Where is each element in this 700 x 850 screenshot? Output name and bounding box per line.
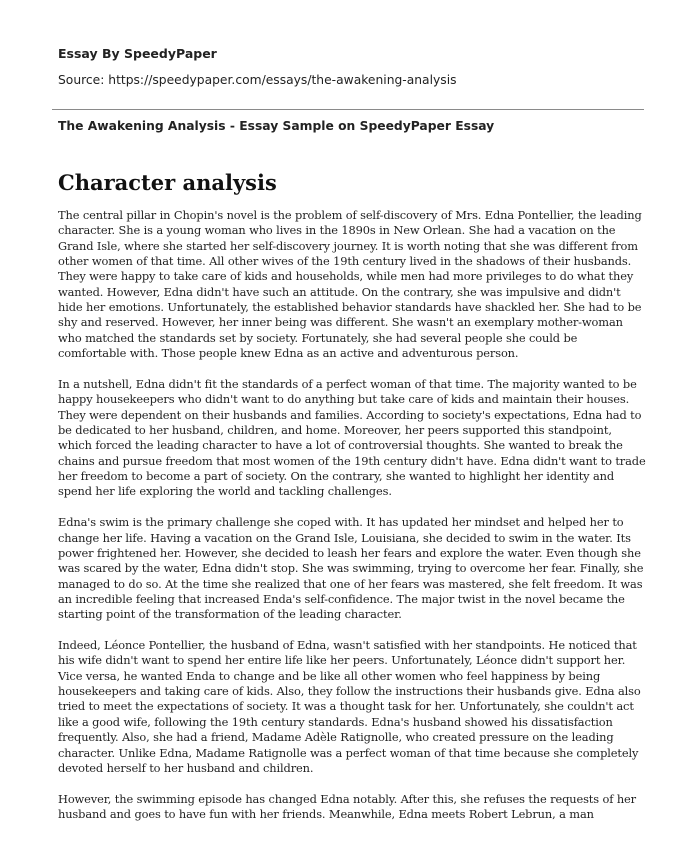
paragraph: Indeed, Léonce Pontellier, the husband of Edna, wasn't satisfied with her standpoints. He noticed that his wife didn't want to spend her entire life like her peers. Unfortunately, Léonce didn't support her. Vice versa, he wanted Enda to change and be like all other women who feel happiness by being housekeepers and taking care of kids. Also, they follow the instructions their husbands give. Edna also tried to meet the expectations of society. It was a thought task for her. Unfortunately, she couldn't act like a good wife, following the 19th century standards. Edna's husband showed his dissatisfaction frequently. Also, she had a friend, Madame Adèle Ratignolle, who created pressure on the leading character. Unlike Edna, Madame Ratignolle was a perfect woman of that time because she completely devoted herself to her husband and children. [58,638,641,775]
paragraph: However, the swimming episode has changed Edna notably. After this, she refuses the requests of her husband and goes to have fun with her friends. Meanwhile, Edna meets Robert Lebrun, a man [58,791,636,822]
publisher-title: Essay By SpeedyPaper [58,46,217,61]
paragraph: Edna's swim is the primary challenge she coped with. It has updated her mindset and helped her to change her life. Having a vacation on the Grand Isle, Louisiana, she decided to swim in the water. Its power frightened her. However, she decided to leash her fears and explore the water. Even though she was scared by the water, Edna didn't stop. She was swimming, trying to overcome her fear. Finally, she managed to do so. At the time she realized that one of her fears was mastered, she felt freedom. It was an incredible feeling that increased Enda's self-confidence. The major twist in the novel became the starting point of the transformation of the leading character. [58,515,644,622]
source-line: Source: https://speedypaper.com/essays/the-awakening-analysis [58,73,457,87]
essay-body [58,208,648,838]
header-divider [52,109,644,110]
paragraph: In a nutshell, Edna didn't fit the standards of a perfect woman of that time. The majority wanted to be happy housekeepers who didn't want to do anything but take care of kids and maintain their houses. They were dependent on their husbands and families. According to society's expectations, Edna had to be dedicated to her husband, children, and home. Moreover, her peers supported this standpoint, which forced the leading character to have a lot of controversial thoughts. She wanted to break the chains and pursue freedom that most women of the 19th century didn't have. Edna didn't want to trade her freedom to become a part of society. On the contrary, she wanted to highlight her identity and spend her life exploring the world and tackling challenges. [58,376,646,499]
essay-title: The Awakening Analysis - Essay Sample on SpeedyPaper Essay [58,119,495,133]
section-heading: Character analysis [58,170,277,195]
paragraph: The central pillar in Chopin's novel is the problem of self-discovery of Mrs. Edna Pontellier, the leading character. She is a young woman who lives in the 1890s in New Orlean. She had a vacation on the Grand Isle, where she started her self-discovery journey. It is worth noting that she was different from other women of that time. All other wives of the 19th century lived in the shadows of their husbands. They were happy to take care of kids and households, while men had more privileges to do what they wanted. However, Edna didn't have such an attitude. On the contrary, she was impulsive and didn't hide her emotions. Unfortunately, the established behavior standards have shackled her. She had to be shy and reserved. However, her inner being was different. She wasn't an exemplary mother-woman who matched the standards set by society. Fortunately, she had several people she could be comfortable with. Those people knew Edna as an active and adventurous person. [58,208,642,361]
